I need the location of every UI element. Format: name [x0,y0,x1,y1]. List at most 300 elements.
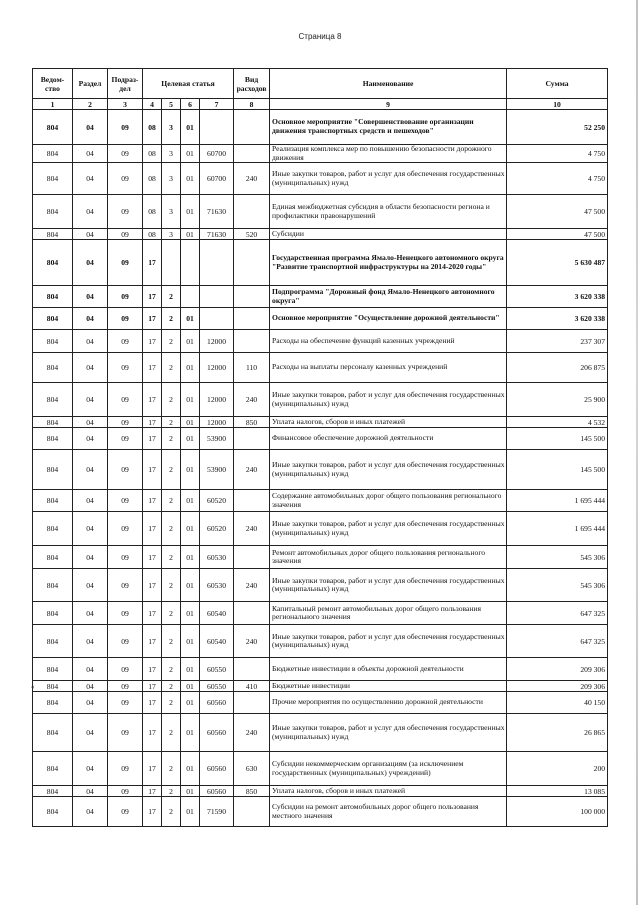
name-cell: Иные закупки товаров, работ и услуг для обеспечения государственных (муниципальных) нужд [270,383,507,417]
name-cell: Финансовое обеспечение дорожной деятельности [270,428,507,450]
expense-type-cell [234,602,270,625]
budget-table [32,68,608,827]
podrazdel-cell: 09 [108,625,143,658]
expense-type-cell [234,330,270,353]
razdel-cell: 04 [73,625,108,658]
name-cell: Субсидии некоммерческим организациям (за исключением государственных (муниципальных) учреждений) [270,752,507,786]
target-code-c: 01 [181,786,200,797]
podrazdel-cell: 09 [108,240,143,286]
target-code-d [200,240,234,286]
target-code-d: 60530 [200,546,234,569]
target-code-b: 3 [162,229,181,240]
target-code-c [181,286,200,308]
sum-cell: 26 865 [507,714,608,752]
expense-type-cell: 240 [234,163,270,195]
podrazdel-cell: 09 [108,569,143,602]
podrazdel-cell: 09 [108,681,143,692]
razdel-cell: 04 [73,569,108,602]
target-code-a: 17 [143,546,162,569]
vedomstvo-cell: 804 [33,512,73,546]
vedomstvo-cell: 804 [33,450,73,490]
target-code-b: 3 [162,145,181,163]
table-row [33,308,608,330]
sum-cell: 209 306 [507,681,608,692]
target-code-a: 17 [143,512,162,546]
target-code-c: 01 [181,681,200,692]
budget-table-wrap [32,68,607,827]
razdel-cell: 04 [73,383,108,417]
expense-type-cell: 850 [234,417,270,428]
razdel-cell: 04 [73,229,108,240]
header-vedomstvo: Ведом-ство [33,69,73,99]
target-code-c: 01 [181,490,200,512]
target-code-a: 17 [143,569,162,602]
target-code-a: 17 [143,625,162,658]
expense-type-cell: 240 [234,383,270,417]
sum-cell: 4 750 [507,163,608,195]
vedomstvo-cell: 804 [33,145,73,163]
target-code-c: 01 [181,546,200,569]
table-row [33,797,608,827]
target-code-b: 3 [162,163,181,195]
target-code-c: 01 [181,163,200,195]
expense-type-cell [234,428,270,450]
target-code-d: 60550 [200,658,234,681]
target-code-c: 01 [181,195,200,229]
expense-type-cell [234,490,270,512]
target-code-a: 17 [143,417,162,428]
sum-cell: 100 000 [507,797,608,827]
target-code-c: 01 [181,625,200,658]
target-code-d: 60530 [200,569,234,602]
expense-type-cell [234,658,270,681]
expense-type-cell: 240 [234,569,270,602]
razdel-cell: 04 [73,602,108,625]
target-code-a: 17 [143,797,162,827]
razdel-cell: 04 [73,546,108,569]
razdel-cell: 04 [73,490,108,512]
podrazdel-cell: 09 [108,383,143,417]
sum-cell: 145 500 [507,450,608,490]
podrazdel-cell: 09 [108,450,143,490]
column-number: 8 [234,99,270,110]
table-row [33,163,608,195]
sum-cell: 47 500 [507,195,608,229]
table-row [33,428,608,450]
column-number: 3 [108,99,143,110]
expense-type-cell: 410 [234,681,270,692]
expense-type-cell: 240 [234,512,270,546]
target-code-c: 01 [181,428,200,450]
target-code-c: 01 [181,417,200,428]
razdel-cell: 04 [73,145,108,163]
target-code-c: 01 [181,145,200,163]
name-cell: Уплата налогов, сборов и иных платежей [270,786,507,797]
sum-cell: 1 695 444 [507,490,608,512]
target-code-d [200,286,234,308]
name-cell: Иные закупки товаров, работ и услуг для обеспечения государственных (муниципальных) нужд [270,625,507,658]
target-code-b: 2 [162,752,181,786]
target-code-b: 2 [162,692,181,714]
target-code-d: 60540 [200,602,234,625]
header-razdel: Раздел [73,69,108,99]
razdel-cell: 04 [73,195,108,229]
name-cell: Ремонт автомобильных дорог общего пользования регионального значения [270,546,507,569]
header-row [33,69,608,99]
target-code-c: 01 [181,512,200,546]
razdel-cell: 04 [73,428,108,450]
target-code-c: 01 [181,330,200,353]
vedomstvo-cell: 804 [33,163,73,195]
target-code-a: 08 [143,110,162,145]
target-code-d [200,110,234,145]
table-row [33,330,608,353]
table-row [33,602,608,625]
target-code-c [181,240,200,286]
target-code-b: 2 [162,786,181,797]
expense-type-cell [234,286,270,308]
target-code-c: 01 [181,383,200,417]
target-code-b: 2 [162,450,181,490]
expense-type-cell [234,240,270,286]
name-cell: Иные закупки товаров, работ и услуг для обеспечения государственных (муниципальных) нужд [270,450,507,490]
razdel-cell: 04 [73,163,108,195]
vedomstvo-cell: 804 [33,692,73,714]
header-naimenovanie: Наименование [270,69,507,99]
target-code-a: 08 [143,145,162,163]
vedomstvo-cell: 804 [33,602,73,625]
target-code-c: 01 [181,714,200,752]
expense-type-cell: 240 [234,625,270,658]
razdel-cell: 04 [73,286,108,308]
scan-edge-shadow [636,0,638,905]
target-code-b: 2 [162,490,181,512]
target-code-a: 08 [143,229,162,240]
podrazdel-cell: 09 [108,546,143,569]
sum-cell: 206 875 [507,353,608,383]
target-code-b: 2 [162,797,181,827]
target-code-d: 53900 [200,428,234,450]
target-code-d: 71630 [200,195,234,229]
target-code-a: 17 [143,308,162,330]
expense-type-cell [234,797,270,827]
podrazdel-cell: 09 [108,786,143,797]
sum-cell: 1 695 444 [507,512,608,546]
table-row [33,229,608,240]
target-code-d: 60700 [200,145,234,163]
table-row [33,714,608,752]
target-code-a: 17 [143,602,162,625]
vedomstvo-cell: 804 [33,353,73,383]
sum-cell: 145 500 [507,428,608,450]
expense-type-cell: 240 [234,450,270,490]
expense-type-cell [234,692,270,714]
vedomstvo-cell: 804 [33,308,73,330]
target-code-a: 17 [143,383,162,417]
razdel-cell: 04 [73,512,108,546]
table-row [33,569,608,602]
sum-cell: 545 306 [507,569,608,602]
razdel-cell: 04 [73,353,108,383]
target-code-c: 01 [181,752,200,786]
vedomstvo-cell: 804 [33,428,73,450]
razdel-cell: 04 [73,681,108,692]
table-row [33,353,608,383]
vedomstvo-cell: 804 [33,383,73,417]
podrazdel-cell: 09 [108,308,143,330]
table-row [33,110,608,145]
target-code-c: 01 [181,658,200,681]
target-code-b: 2 [162,569,181,602]
column-number: 10 [507,99,608,110]
vedomstvo-cell: 804 [33,752,73,786]
target-code-d: 12000 [200,353,234,383]
vedomstvo-cell: 804 [33,546,73,569]
target-code-b: 3 [162,195,181,229]
sum-cell: 5 630 487 [507,240,608,286]
table-row [33,658,608,681]
target-code-d: 12000 [200,330,234,353]
table-row [33,417,608,428]
target-code-a: 17 [143,353,162,383]
target-code-a: 17 [143,692,162,714]
target-code-c: 01 [181,569,200,602]
column-number: 6 [181,99,200,110]
name-cell: Уплата налогов, сборов и иных платежей [270,417,507,428]
vedomstvo-cell: 804 [33,229,73,240]
vedomstvo-cell: 804 [33,786,73,797]
target-code-d: 60520 [200,490,234,512]
target-code-b: 2 [162,353,181,383]
name-cell: Субсидии на ремонт автомобильных дорог общего пользования местного значения [270,797,507,827]
podrazdel-cell: 09 [108,692,143,714]
column-number-row [33,99,608,110]
target-code-b: 2 [162,602,181,625]
table-row [33,546,608,569]
expense-type-cell [234,145,270,163]
target-code-c: 01 [181,308,200,330]
header-tselevaya-statya: Целевая статья [143,69,234,99]
expense-type-cell [234,546,270,569]
sum-cell: 4 750 [507,145,608,163]
sum-cell: 13 085 [507,786,608,797]
column-number: 9 [270,99,507,110]
target-code-c: 01 [181,110,200,145]
sum-cell: 47 500 [507,229,608,240]
expense-type-cell [234,308,270,330]
target-code-a: 17 [143,490,162,512]
target-code-a: 17 [143,450,162,490]
table-row [33,752,608,786]
target-code-a: 17 [143,286,162,308]
name-cell: Прочие мероприятия по осуществлению дорожной деятельности [270,692,507,714]
target-code-d: 60520 [200,512,234,546]
header-summa: Сумма [507,69,608,99]
razdel-cell: 04 [73,450,108,490]
header-podrazdel: Подраз-дел [108,69,143,99]
name-cell: Иные закупки товаров, работ и услуг для обеспечения государственных (муниципальных) нужд [270,569,507,602]
podrazdel-cell: 09 [108,195,143,229]
target-code-c: 01 [181,450,200,490]
podrazdel-cell: 09 [108,428,143,450]
expense-type-cell [234,195,270,229]
sum-cell: 25 900 [507,383,608,417]
vedomstvo-cell: 804 [33,330,73,353]
expense-type-cell: 630 [234,752,270,786]
name-cell: Основное мероприятие "Осуществление дорожной деятельности" [270,308,507,330]
target-code-d: 60700 [200,163,234,195]
target-code-c: 01 [181,797,200,827]
target-code-b: 2 [162,512,181,546]
target-code-c: 01 [181,692,200,714]
sum-cell: 647 325 [507,602,608,625]
target-code-d: 12000 [200,383,234,417]
sum-cell: 545 306 [507,546,608,569]
name-cell: Иные закупки товаров, работ и услуг для обеспечения государственных (муниципальных) нужд [270,512,507,546]
table-row [33,512,608,546]
target-code-b [162,240,181,286]
target-code-c: 01 [181,602,200,625]
podrazdel-cell: 09 [108,417,143,428]
target-code-d: 12000 [200,417,234,428]
vedomstvo-cell: 804 [33,240,73,286]
target-code-d [200,308,234,330]
target-code-d: 71590 [200,797,234,827]
podrazdel-cell: 09 [108,490,143,512]
target-code-a: 17 [143,658,162,681]
sum-cell: 647 325 [507,625,608,658]
target-code-d: 71630 [200,229,234,240]
target-code-d: 60540 [200,625,234,658]
table-row [33,145,608,163]
name-cell: Расходы на выплаты персоналу казенных учреждений [270,353,507,383]
target-code-d: 60560 [200,752,234,786]
podrazdel-cell: 09 [108,512,143,546]
target-code-b: 2 [162,714,181,752]
podrazdel-cell: 09 [108,229,143,240]
podrazdel-cell: 09 [108,714,143,752]
table-row [33,383,608,417]
target-code-b: 2 [162,681,181,692]
vedomstvo-cell: 804 [33,417,73,428]
name-cell: Бюджетные инвестиции [270,681,507,692]
target-code-a: 17 [143,714,162,752]
table-row [33,450,608,490]
target-code-a: 17 [143,330,162,353]
razdel-cell: 04 [73,692,108,714]
vedomstvo-cell: 804 [33,797,73,827]
margin-mark: « [31,683,35,691]
razdel-cell: 04 [73,308,108,330]
target-code-b: 2 [162,428,181,450]
vedomstvo-cell: 804 [33,569,73,602]
razdel-cell: 04 [73,240,108,286]
table-row [33,786,608,797]
podrazdel-cell: 09 [108,145,143,163]
name-cell: Иные закупки товаров, работ и услуг для обеспечения государственных (муниципальных) нужд [270,714,507,752]
page-header: Страница 8 [298,32,342,41]
name-cell: Иные закупки товаров, работ и услуг для обеспечения государственных (муниципальных) нужд [270,163,507,195]
sum-cell: 200 [507,752,608,786]
target-code-b: 2 [162,417,181,428]
target-code-d: 53900 [200,450,234,490]
vedomstvo-cell: 804 [33,714,73,752]
name-cell: Подпрограмма "Дорожный фонд Ямало-Ненецкого автономного округа" [270,286,507,308]
podrazdel-cell: 09 [108,353,143,383]
sum-cell: 3 620 338 [507,286,608,308]
table-row [33,681,608,692]
expense-type-cell: 850 [234,786,270,797]
vedomstvo-cell: 804 [33,286,73,308]
vedomstvo-cell: 804 [33,681,73,692]
target-code-d: 60550 [200,681,234,692]
name-cell: Расходы на обеспечение функций казенных учреждений [270,330,507,353]
razdel-cell: 04 [73,658,108,681]
razdel-cell: 04 [73,752,108,786]
column-number: 4 [143,99,162,110]
podrazdel-cell: 09 [108,797,143,827]
name-cell: Государственная программа Ямало-Ненецкого автономного округа "Развитие транспортной инфраструктуры на 2014-2020 годы" [270,240,507,286]
target-code-a: 17 [143,681,162,692]
podrazdel-cell: 09 [108,752,143,786]
sum-cell: 209 306 [507,658,608,681]
name-cell: Реализация комплекса мер по повышению безопасности дорожного движения [270,145,507,163]
target-code-b: 2 [162,383,181,417]
name-cell: Содержание автомобильных дорог общего пользования регионального значения [270,490,507,512]
target-code-b: 2 [162,546,181,569]
name-cell: Субсидии [270,229,507,240]
expense-type-cell: 110 [234,353,270,383]
target-code-d: 60560 [200,786,234,797]
target-code-c: 01 [181,229,200,240]
vedomstvo-cell: 804 [33,625,73,658]
razdel-cell: 04 [73,417,108,428]
vedomstvo-cell: 804 [33,110,73,145]
razdel-cell: 04 [73,714,108,752]
header-vid-raskhodov: Вид расходов [234,69,270,99]
table-row [33,286,608,308]
target-code-a: 17 [143,786,162,797]
target-code-a: 08 [143,163,162,195]
target-code-d: 60560 [200,714,234,752]
table-body [33,110,608,827]
name-cell: Единая межбюджетная субсидия в области безопасности региона и профилактики правонарушений [270,195,507,229]
expense-type-cell: 240 [234,714,270,752]
expense-type-cell [234,110,270,145]
vedomstvo-cell: 804 [33,195,73,229]
table-row [33,692,608,714]
razdel-cell: 04 [73,330,108,353]
target-code-b: 2 [162,308,181,330]
target-code-b: 2 [162,658,181,681]
name-cell: Основное мероприятие "Совершенствование организации движения транспортных средств и пешеходов" [270,110,507,145]
table-row [33,195,608,229]
sum-cell: 3 620 338 [507,308,608,330]
sum-cell: 4 532 [507,417,608,428]
target-code-b: 3 [162,110,181,145]
target-code-d: 60560 [200,692,234,714]
podrazdel-cell: 09 [108,286,143,308]
podrazdel-cell: 09 [108,658,143,681]
razdel-cell: 04 [73,110,108,145]
expense-type-cell: 520 [234,229,270,240]
sum-cell: 237 307 [507,330,608,353]
target-code-b: 2 [162,625,181,658]
razdel-cell: 04 [73,797,108,827]
name-cell: Бюджетные инвестиции в объекты дорожной деятельности [270,658,507,681]
column-number: 1 [33,99,73,110]
vedomstvo-cell: 804 [33,658,73,681]
